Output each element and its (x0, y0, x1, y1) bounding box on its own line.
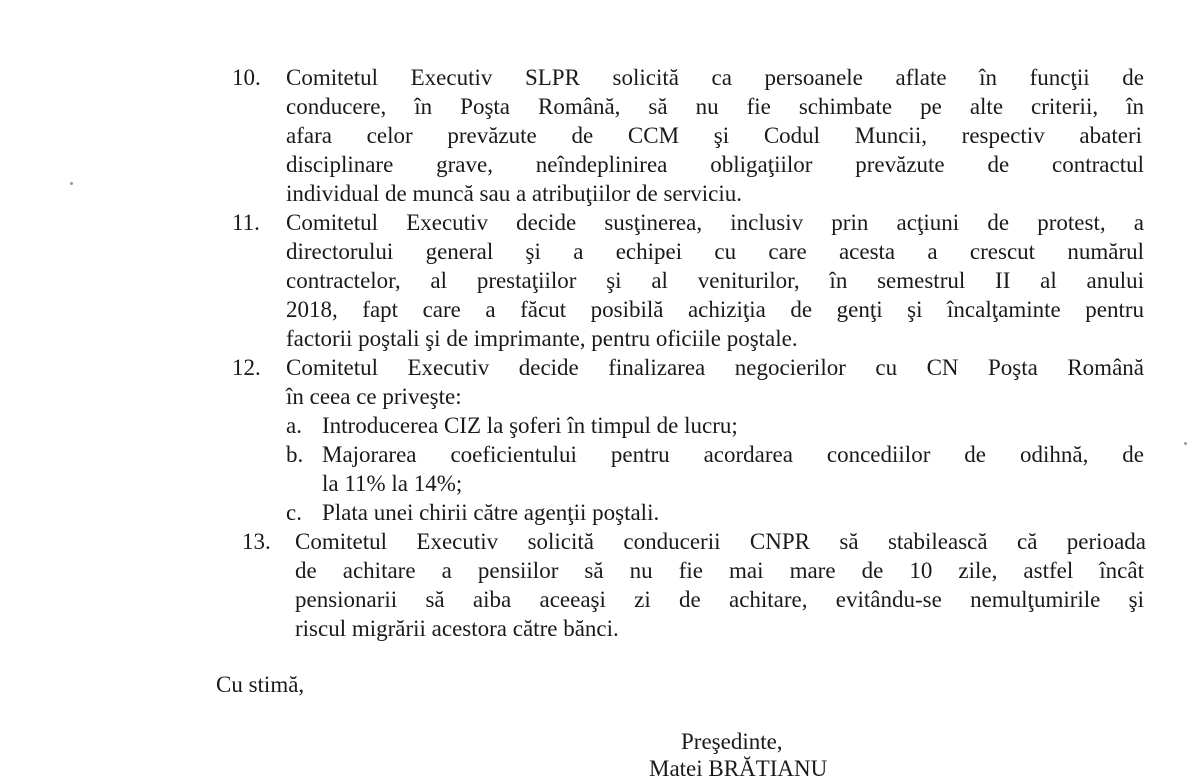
item-text-line: de achitare a pensiilor să nu fie mai mare de 10 zile, astfel încât (295, 558, 1144, 583)
item-text-line: factorii poştali şi de imprimante, pentru oficiile poştale. (286, 326, 798, 351)
item-text-line: conducere, în Poşta Română, să nu fie schimbate pe alte criterii, în (286, 94, 1144, 119)
item-text-line: contractelor, al prestaţiilor şi al veniturilor, în semestrul II al anului (286, 268, 1144, 293)
scan-speck (1184, 442, 1187, 445)
item-number: 13. (242, 529, 271, 554)
item-number: 11. (232, 210, 260, 235)
item-text-line: riscul migrării acestora către bănci. (295, 616, 619, 641)
item-text-line: în ceea ce priveşte: (286, 384, 462, 409)
item-text-line: disciplinare grave, neîndeplinirea obligaţiilor prevăzute de contractul (286, 152, 1144, 177)
item-text-line: Comitetul Executiv decide finalizarea negocierilor cu CN Poşta Română (286, 355, 1144, 380)
signature-role: Preşedinte, (681, 729, 783, 754)
item-text-line: afara celor prevăzute de CCM şi Codul Muncii, respectiv abateri (286, 123, 1142, 148)
item-text-line: Comitetul Executiv solicită conducerii CNPR să stabilească că perioada (295, 529, 1146, 554)
item-number: 12. (232, 355, 261, 380)
item-number: 10. (232, 65, 261, 90)
item-text-line: directorului general şi a echipei cu care acesta a crescut numărul (286, 239, 1144, 264)
subitem-letter: b. (286, 442, 304, 467)
closing-salutation: Cu stimă, (216, 672, 305, 697)
item-text-line: 2018, fapt care a făcut posibilă achiziţia de genţi şi încalţaminte pentru (286, 297, 1144, 322)
subitem-text-line: Introducerea CIZ la şoferi în timpul de lucru; (322, 413, 738, 438)
subitem-letter: a. (286, 413, 302, 438)
scan-speck (70, 182, 73, 185)
item-text-line: individual de muncă sau a atribuţiilor de serviciu. (286, 181, 743, 206)
item-text-line: Comitetul Executiv SLPR solicită ca persoanele aflate în funcţii de (286, 65, 1144, 90)
item-text-line: pensionarii să aiba aceeaşi zi de achitare, evitându-se nemulţumirile şi (295, 587, 1144, 612)
signature-name: Matei BRĂTIANU (649, 756, 828, 781)
subitem-text-line: Plata unei chirii către agenţii poştali. (322, 500, 660, 525)
subitem-text-line: la 11% la 14%; (322, 471, 463, 496)
subitem-letter: c. (286, 500, 302, 525)
item-text-line: Comitetul Executiv decide susţinerea, inclusiv prin acţiuni de protest, a (286, 210, 1144, 235)
subitem-text-line: Majorarea coeficientului pentru acordarea concediilor de odihnă, de (322, 442, 1144, 467)
